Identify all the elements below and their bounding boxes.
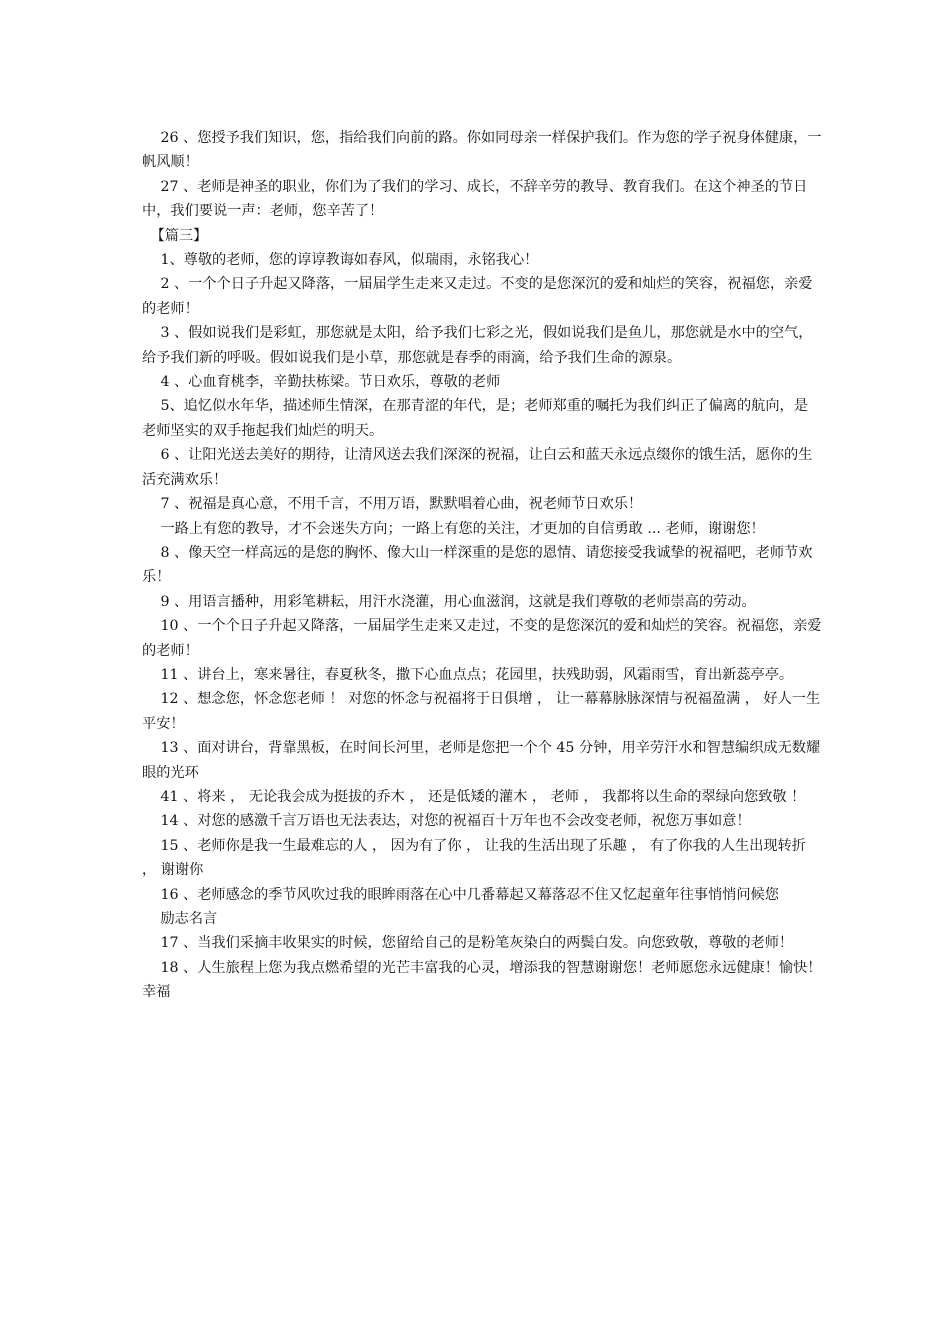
paragraph-9: 9 、用语言播种，用彩笔耕耘，用汗水浇灌，用心血滋润，这就是我们尊敬的老师崇高的劳动。 [160, 593, 756, 610]
paragraph-17: 17 、当我们采摘丰收果实的时候，您留给自己的是粉笔灰染白的两鬓白发。向您致敬，尊敬的老师！ [160, 935, 794, 952]
paragraph-12: 12 、想念您，怀念您老师 ！ 对您的怀念与祝福将于日俱增 ， 让一幕幕脉脉深情与祝福盈满 ， 好人一生平安！ [142, 691, 821, 732]
paragraph-15: 15 、老师你是我一生最难忘的人 ， 因为有了你 ， 让我的生活出现了乐趣 ， 有了你我的人生出现转折 ， 谢谢你 [142, 837, 806, 879]
paragraph-3: 3 、假如说我们是彩虹，那您就是太阳，给予我们七彩之光，假如说我们是鱼儿，那您就是水中的空气，给予我们新的呼吸。假如说我们是小草，那您就是春季的雨滴，给予我们生命的源泉。 [142, 325, 813, 366]
paragraph-5: 5、追忆似水年华，描述师生情深，在那青涩的年代，是；老师郑重的嘱托为我们纠正了偏离的航向，是老师坚实的双手拖起我们灿烂的明天。 [142, 398, 808, 439]
paragraph-7: 7 、祝福是真心意，不用千言，不用万语，默默唱着心曲，祝老师节日欢乐！ [160, 496, 643, 513]
paragraph-7-continued: 一路上有您的教导，才不会迷失方向；一路上有您的关注，才更加的自信勇敢 ... 老师，谢谢您！ [160, 520, 765, 537]
paragraph-14: 14 、对您的感激千言万语也无法表达，对您的祝福百十万年也不会改变老师，祝您万事如意！ [160, 813, 751, 830]
paragraph-27: 27 、老师是神圣的职业，你们为了我们的学习、成长，不辞辛劳的教导、教育我们。在这个神圣的节日中，我们要说一声：老师，您辛苦了！ [142, 178, 808, 220]
document-body [142, 126, 822, 1005]
paragraph-4: 4 、心血育桃李，辛勤扶栋梁。节日欢乐，尊敬的老师 [160, 374, 501, 391]
paragraph-8: 8 、像天空一样高远的是您的胸怀、像大山一样深重的是您的恩情、请您接受我诚挚的祝福吧，老师节欢乐！ [142, 544, 813, 586]
paragraph-inspiring-quotes: 励志名言 [160, 911, 218, 927]
paragraph-18: 18 、人生旅程上您为我点燃希望的光芒丰富我的心灵，增添我的智慧谢谢您！老师愿您永远健康！愉快！幸福 [142, 959, 822, 1001]
paragraph-11: 11 、讲台上，寒来暑往，春夏秋冬，撒下心血点点；花园里，扶残助弱，风霜雨雪，育出新蕊亭亭。 [160, 666, 794, 683]
paragraph-13: 13 、面对讲台，背靠黑板，在时间长河里，老师是您把一个个 45 分钟，用辛劳汗水和智慧编织成无数耀眼的光环 [142, 740, 821, 781]
paragraph-10: 10 、一个个日子升起又降落，一届届学生走来又走过，不变的是您深沉的爱和灿烂的笑容。祝福您，亲爱的老师！ [142, 618, 822, 659]
paragraph-2: 2 、一个个日子升起又降落，一届届学生走来又走过。不变的是您深沉的爱和灿烂的笑容，祝福您，亲爱的老师！ [142, 276, 813, 317]
paragraph-16: 16 、老师感念的季节风吹过我的眼眸雨落在心中几番幕起又幕落忍不住又忆起童年往事悄悄问候您 [160, 886, 779, 903]
paragraph-6: 6 、让阳光送去美好的期待，让清风送去我们深深的祝福，让白云和蓝天永远点缀你的饿生活，愿你的生活充满欢乐！ [142, 447, 813, 488]
paragraph-26: 26 、您授予我们知识，您，指给我们向前的路。你如同母亲一样保护我们。作为您的学子祝身体健康，一帆风顺！ [142, 130, 822, 171]
section-heading: 【篇三】 [150, 227, 208, 244]
paragraph-41: 41 、将来 ， 无论我会成为挺拔的乔木 ， 还是低矮的灌木 ， 老师 ， 我都将以生命的翠绿向您致敬 ！ [160, 788, 806, 805]
paragraph-1: 1、尊敬的老师，您的谆谆教诲如春风，似瑞雨，永铭我心！ [160, 252, 539, 269]
